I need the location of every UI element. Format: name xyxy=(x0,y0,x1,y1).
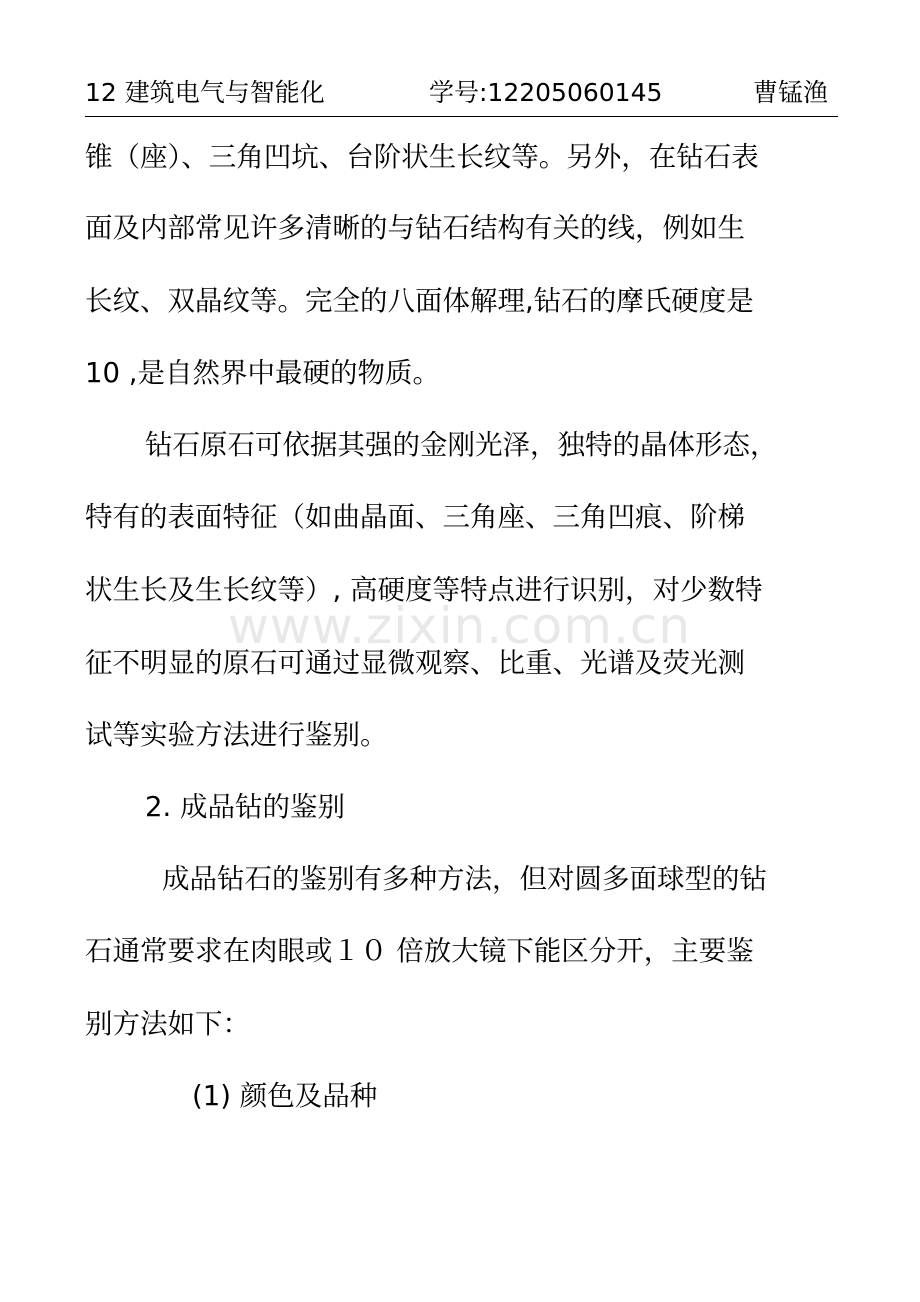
section-heading-2: 2. 成品钻的鉴别 xyxy=(145,791,345,823)
header-divider xyxy=(85,116,838,117)
header-course: 12 建筑电气与智能化 xyxy=(85,78,325,107)
body-line-11: 成品钻石的鉴别有多种方法，但对圆多面球型的钻 xyxy=(162,863,767,895)
body-line-3: 长纹、双晶纹等。完全的八面体解理,钻石的摩氏硬度是 xyxy=(85,285,754,317)
watermark-text: www.zixin.com.cn xyxy=(228,597,692,655)
body-line-12: 石通常要求在肉眼或１０ 倍放大镜下能区分开，主要鉴 xyxy=(85,935,754,967)
body-line-6: 特有的表面特征（如曲晶面、三角座、三角凹痕、阶梯 xyxy=(85,501,745,533)
body-line-5: 钻石原石可依据其强的金刚光泽，独特的晶体形态， xyxy=(145,429,778,461)
body-line-2: 面及内部常见许多清晰的与钻石结构有关的线，例如生 xyxy=(85,212,745,244)
body-line-9: 试等实验方法进行鉴别。 xyxy=(85,719,388,751)
page-header xyxy=(85,76,838,110)
body-line-7: 状生长及生长纹等）, 高硬度等特点进行识别，对少数特 xyxy=(85,574,763,606)
body-line-4: 10 ,是自然界中最硬的物质。 xyxy=(85,357,440,389)
subsection-heading-1: (1) 颜色及品种 xyxy=(192,1080,378,1112)
body-line-1: 锥（座）、三角凹坑、台阶状生长纹等。另外，在钻石表 xyxy=(85,141,759,173)
body-line-13: 别方法如下： xyxy=(85,1008,250,1040)
header-student-id: 学号:12205060145 xyxy=(429,78,663,107)
header-name: 曹锰渔 xyxy=(752,78,828,107)
body-line-8: 征不明显的原石可通过显微观察、比重、光谱及荧光测 xyxy=(85,647,745,679)
